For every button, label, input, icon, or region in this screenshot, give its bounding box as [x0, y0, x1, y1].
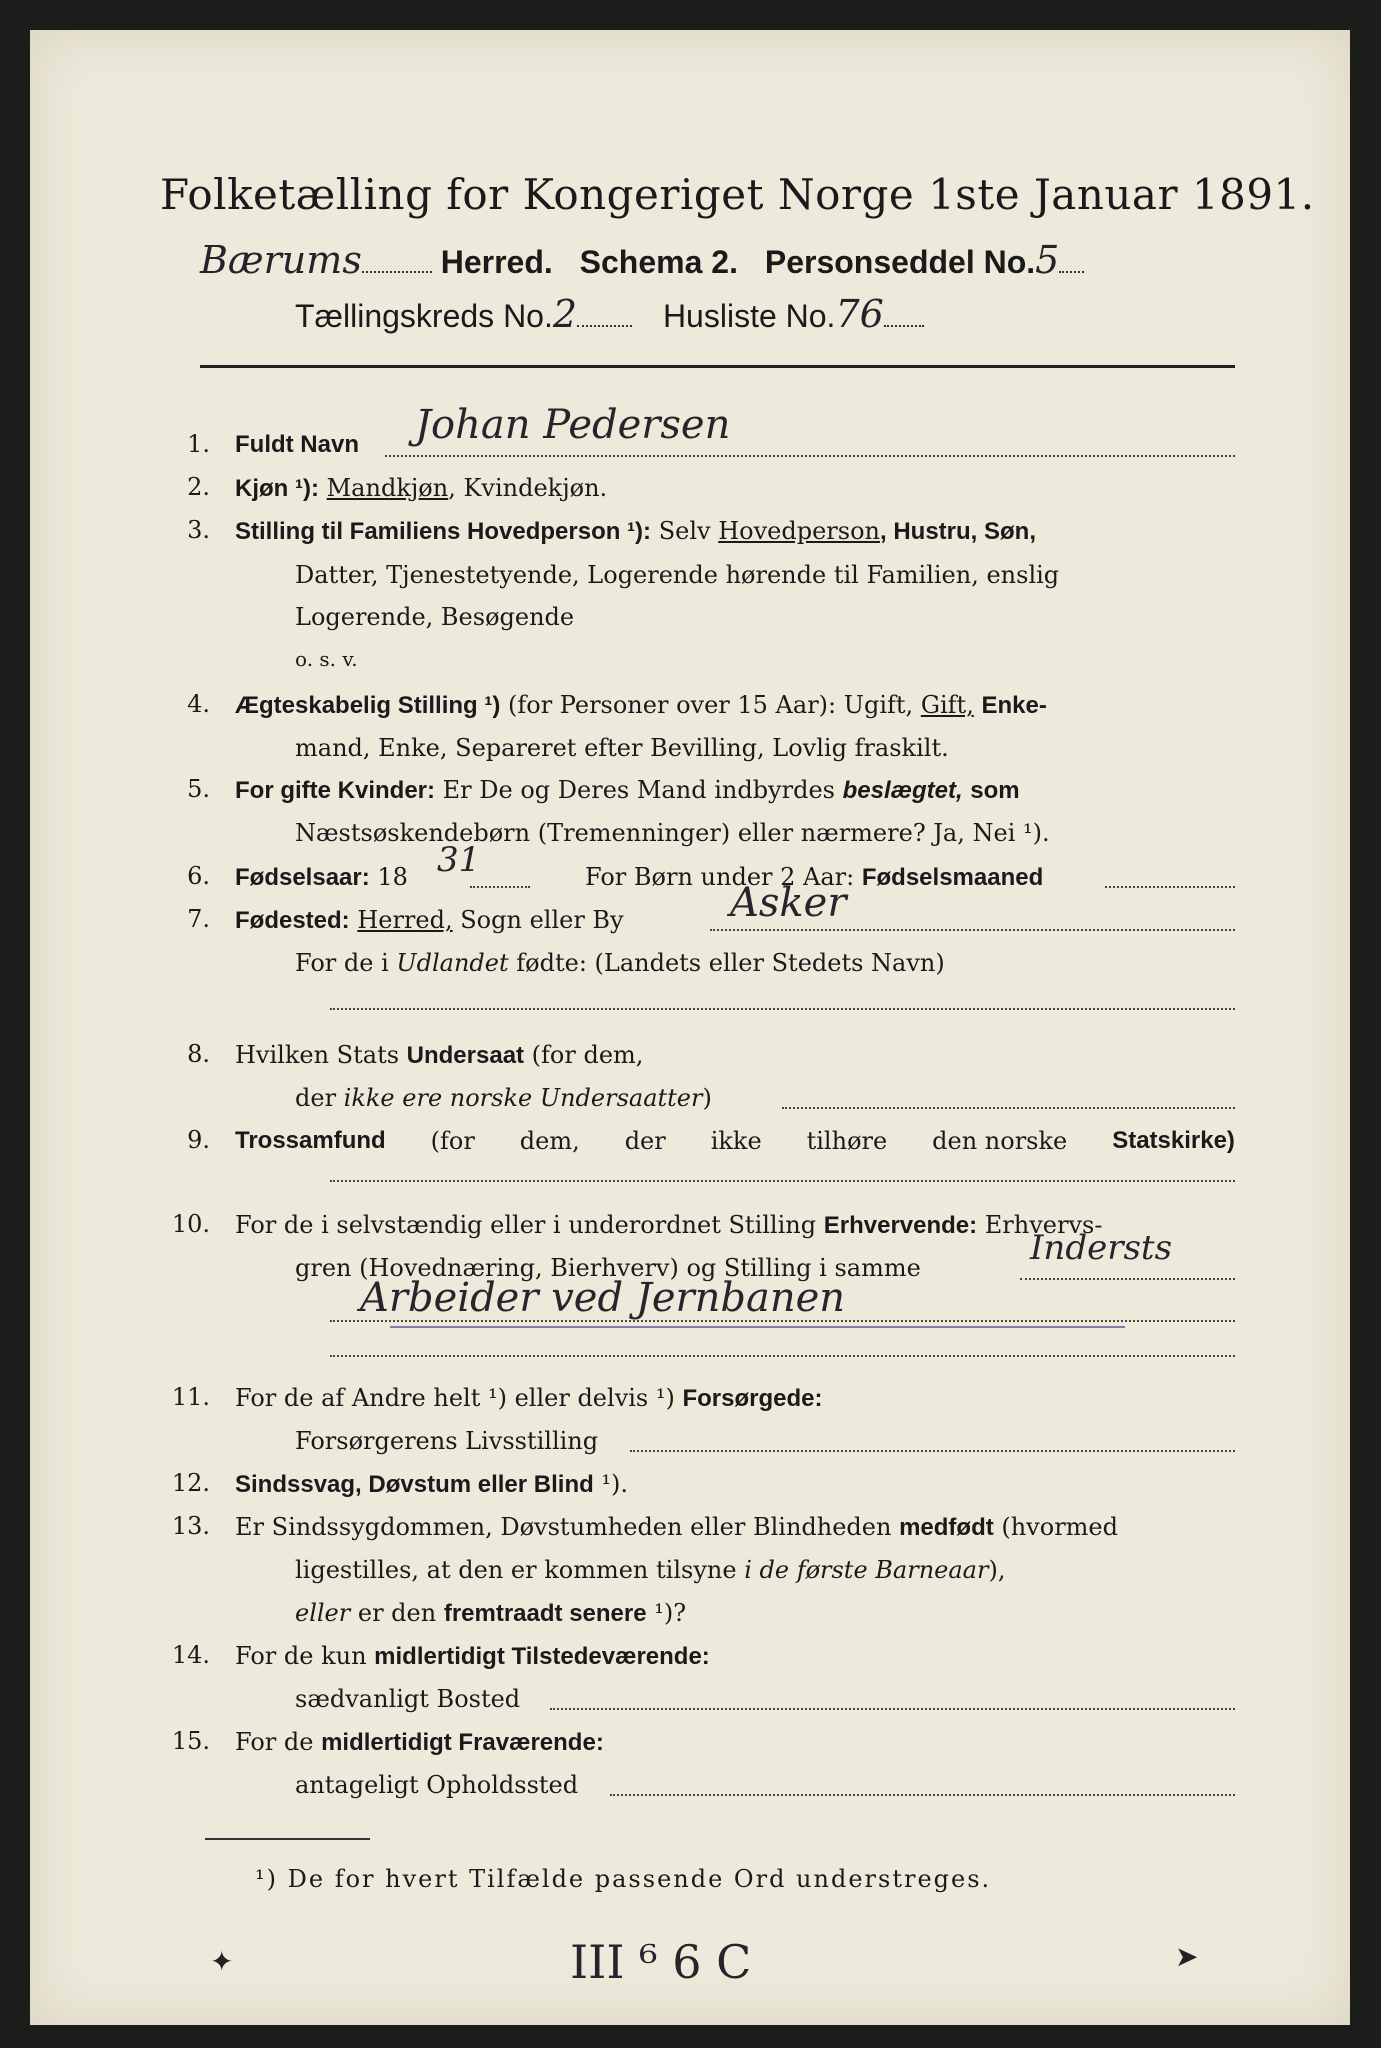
item-5-number: 5. — [187, 775, 210, 803]
purple-underline — [390, 1326, 1125, 1328]
item-1-number: 1. — [187, 430, 210, 458]
item-3-line-2: Datter, Tjenestetyende, Logerende hørende til Familien, enslig — [295, 561, 1060, 589]
item-11-forsoergede: Forsørgede: — [682, 1385, 823, 1412]
item-8-undersaat: Undersaat — [406, 1042, 525, 1069]
item-6-answer: 31 — [437, 840, 481, 880]
item-1-fill — [385, 455, 1235, 457]
item-6-label: Fødselsaar: — [235, 864, 370, 891]
item-3-selv: Selv — [658, 517, 711, 545]
item-13-line-3 — [295, 1598, 686, 1629]
item-8-text-a: Hvilken Stats — [235, 1041, 407, 1069]
archive-annotation: III ⁶ 6 C — [570, 1935, 752, 1989]
item-5-text-1: Er De og Deres Mand indbyrdes — [442, 776, 835, 804]
item-6-text-2: For Børn under 2 Aar: — [585, 863, 862, 891]
item-7-line-2b: fødte: (Landets eller Stedets Navn) — [508, 949, 945, 977]
item-2-number: 2. — [187, 473, 210, 501]
item-13-end: ¹)? — [646, 1599, 687, 1627]
item-11-fill — [630, 1450, 1235, 1452]
item-4-number: 4. — [187, 690, 210, 718]
item-13-line-2b: i de første Barneaar — [744, 1556, 989, 1584]
item-5-line-1 — [235, 775, 1020, 806]
personseddel-label: Personseddel No. — [764, 244, 1036, 280]
item-10-fill-2 — [330, 1320, 1235, 1322]
item-13-fremtraadt: fremtraadt senere — [443, 1600, 647, 1627]
item-2-option-b: , Kvindekjøn. — [448, 474, 608, 502]
taellingskreds-label: Tællingskreds No. — [295, 298, 553, 334]
item-10-answer-2: Arbeider ved Jernbanen — [360, 1275, 846, 1321]
item-3-rest-1: , Hustru, Søn, — [879, 518, 1036, 545]
item-7-number: 7. — [187, 905, 210, 933]
item-13-line-2 — [295, 1555, 1005, 1585]
item-10-line-1 — [235, 1210, 1102, 1241]
item-5-label: For gifte Kvinder: — [235, 777, 436, 804]
item-14-line-1 — [235, 1641, 710, 1672]
item-9-w6: den norske — [932, 1127, 1068, 1155]
item-10-erhvervs: Erhvervs- — [977, 1211, 1103, 1239]
item-4-line-2: mand, Enke, Separeret efter Bevilling, Lovlig fraskilt. — [295, 734, 949, 762]
item-6-century: 18 — [369, 863, 408, 891]
item-3-label: Stilling til Familiens Hovedperson ¹): — [235, 518, 652, 545]
form-title: Folketælling for Kongeriget Norge 1ste Januar 1891. — [160, 170, 1315, 219]
item-13-mid: er den — [350, 1599, 444, 1627]
item-6-fill-a — [470, 886, 530, 888]
husliste-number: 76 — [835, 292, 884, 336]
item-9-w3: der — [624, 1127, 666, 1155]
item-4-line-1 — [235, 690, 1047, 721]
item-7-answer: Asker — [730, 880, 847, 926]
item-14-number: 14. — [171, 1641, 210, 1669]
item-14-tilstede: midlertidigt Tilstedeværende: — [374, 1643, 710, 1670]
item-8-line-2 — [295, 1083, 712, 1113]
item-8-line-1 — [235, 1040, 643, 1071]
item-9-w1: (for — [430, 1127, 475, 1155]
item-13-number: 13. — [171, 1512, 210, 1540]
header-line-2 — [295, 292, 924, 336]
item-14-text: For de kun — [235, 1642, 375, 1670]
item-9-w4: ikke — [710, 1127, 762, 1155]
item-14-fill — [550, 1708, 1235, 1710]
item-9-line — [235, 1126, 1235, 1156]
item-7-udlandet: Udlandet — [396, 949, 509, 977]
item-8-italic: ikke ere norske Undersaatter — [343, 1084, 703, 1112]
item-7-line-2 — [295, 948, 945, 978]
item-7-herred: Herred, — [357, 906, 453, 934]
item-9-label: Trossamfund — [235, 1127, 386, 1154]
item-8-fill — [782, 1107, 1235, 1109]
item-3-number: 3. — [187, 516, 210, 544]
herred-label: Herred. — [440, 244, 553, 280]
item-10-fill-1 — [1020, 1278, 1235, 1280]
item-10-number: 10. — [171, 1210, 210, 1238]
item-10-answer-1: Indersts — [1030, 1228, 1173, 1268]
item-9-statskirke: Statskirke) — [1112, 1127, 1235, 1154]
personseddel-number: 5 — [1035, 238, 1060, 282]
item-13-line-1 — [235, 1512, 1118, 1543]
item-13-line-2a: ligestilles, at den er kommen tilsyne — [295, 1556, 745, 1584]
item-8-der: der — [295, 1084, 344, 1112]
item-15-text: For de — [235, 1728, 322, 1756]
item-4-enke: Enke- — [981, 692, 1047, 719]
item-5-beslaegtet: beslægtet, — [842, 777, 963, 804]
item-7-line-1 — [235, 905, 624, 936]
item-4-label: Ægteskabelig Stilling ¹) — [235, 692, 501, 719]
item-14-line-2: sædvanligt Bosted — [295, 1685, 521, 1713]
item-3-line-4: o. s. v. — [295, 647, 358, 671]
husliste-label: Husliste No. — [662, 298, 836, 334]
item-10-line-2: gren (Hovednæring, Bierhverv) og Stilling i samme — [295, 1254, 921, 1282]
item-9-number: 9. — [187, 1126, 210, 1154]
item-15-fravaerende: midlertidigt Fraværende: — [321, 1729, 604, 1756]
item-3-line-1 — [235, 516, 1036, 547]
item-15-line-2: antageligt Opholdssted — [295, 1771, 579, 1799]
item-5-line-2: Næstsøskendebørn (Tremenninger) eller nærmere? Ja, Nei ¹). — [295, 819, 1050, 847]
item-15-line-1 — [235, 1727, 604, 1758]
item-6-number: 6. — [187, 862, 210, 890]
census-form-sheet — [30, 30, 1350, 2025]
schema-label: Schema 2. — [579, 244, 738, 280]
item-7-label: Fødested: — [235, 907, 350, 934]
item-3-line-3: Logerende, Besøgende — [295, 603, 575, 631]
item-8-number: 8. — [187, 1040, 210, 1068]
footnote: ¹) De for hvert Tilfælde passende Ord understreges. — [255, 1865, 992, 1893]
item-8-close: ) — [702, 1084, 712, 1112]
item-2-text — [235, 473, 607, 504]
item-6-line — [235, 862, 408, 893]
item-2-option-a: Mandkjøn — [326, 474, 449, 502]
item-9-w5: tilhøre — [806, 1127, 888, 1155]
item-10-erhvervende: Erhvervende: — [823, 1212, 978, 1239]
item-11-number: 11. — [171, 1383, 210, 1411]
header-rule — [200, 365, 1235, 368]
footnote-rule — [205, 1838, 370, 1840]
item-9-w2: dem, — [519, 1127, 580, 1155]
item-10-text-1: For de i selvstændig eller i underordnet Stilling — [235, 1211, 824, 1239]
item-15-fill — [610, 1794, 1235, 1796]
item-2-label: Kjøn ¹): — [235, 475, 319, 502]
item-11-line-1 — [235, 1383, 823, 1414]
item-1-answer: Johan Pedersen — [415, 402, 731, 448]
item-7-line-2a: For de i — [295, 949, 397, 977]
item-13-medfoedt: medfødt — [899, 1514, 994, 1541]
margin-arrow-mark: ➤ — [1175, 1940, 1199, 1973]
item-7-rest: Sogn eller By — [452, 906, 624, 934]
item-13-eller: eller — [295, 1599, 351, 1627]
item-15-number: 15. — [171, 1727, 210, 1755]
margin-cross-mark: ✦ — [210, 1945, 234, 1978]
item-5-som: som — [970, 777, 1020, 804]
item-12-number: 12. — [171, 1469, 210, 1497]
item-1-label: Fuldt Navn — [235, 431, 359, 458]
herred-name: Bærums — [200, 238, 362, 282]
item-4-text-1: (for Personer over 15 Aar): Ugift, — [508, 691, 914, 719]
item-12-line — [235, 1469, 628, 1500]
item-9-fill — [330, 1180, 1235, 1182]
item-4-gift: Gift, — [920, 691, 974, 719]
taellingskreds-number: 2 — [552, 292, 578, 336]
item-7-fill — [710, 929, 1235, 931]
item-13-hvormed: (hvormed — [993, 1513, 1118, 1541]
item-11-text: For de af Andre helt ¹) eller delvis ¹) — [235, 1384, 683, 1412]
item-13-text-1: Er Sindssygdommen, Døvstumheden eller Blindheden — [235, 1513, 900, 1541]
item-8-text-b: (for dem, — [524, 1041, 644, 1069]
item-13-line-2c: ), — [988, 1556, 1006, 1584]
item-12-tail: ¹). — [593, 1470, 629, 1498]
item-10-fill-3 — [330, 1355, 1235, 1357]
item-12-label: Sindssvag, Døvstum eller Blind — [235, 1471, 594, 1498]
header-line-1 — [200, 238, 1084, 282]
item-6-fill-b — [1105, 886, 1235, 888]
item-11-line-2: Forsørgerens Livsstilling — [295, 1427, 599, 1455]
item-3-hovedperson: Hovedperson — [718, 517, 880, 545]
item-7-fill-2 — [330, 1008, 1235, 1010]
item-6-maaned: Fødselsmaaned — [861, 864, 1044, 891]
